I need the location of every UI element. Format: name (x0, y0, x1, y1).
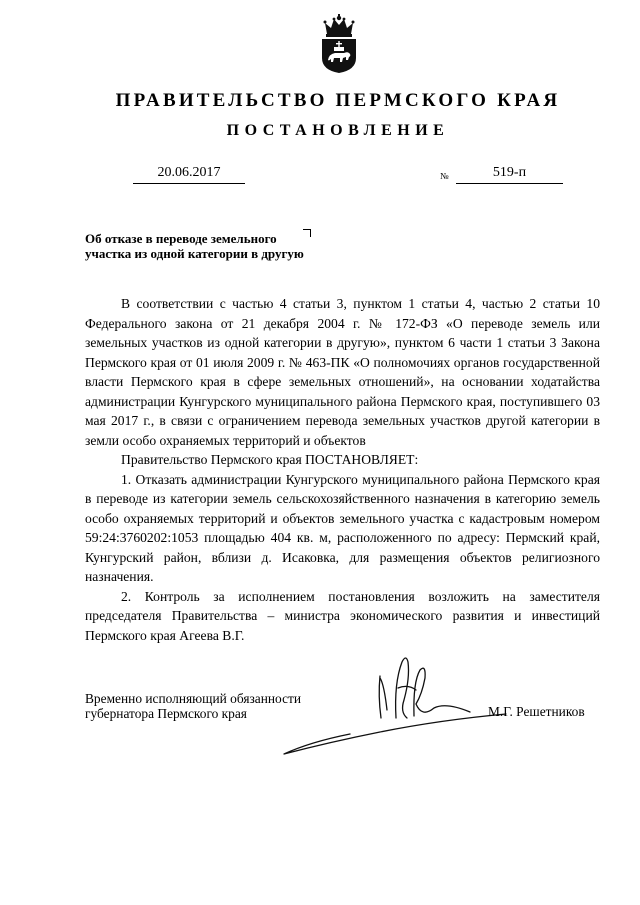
document-date: 20.06.2017 (133, 163, 245, 184)
coat-of-arms-icon (319, 14, 359, 74)
document-kind: ПОСТАНОВЛЕНИЕ (226, 122, 450, 139)
signature-icon (270, 648, 510, 760)
document-subject (85, 231, 385, 261)
signer-title (85, 692, 301, 721)
number-sign: № (440, 171, 449, 181)
organization-title: ПРАВИТЕЛЬСТВО ПЕРМСКОГО КРАЯ (115, 90, 561, 111)
body-paragraph-item-2: 2. Контроль за исполнением постановления возложить на заместителя председателя Правительства – министра экономического развития и инвестиций Пермского края Агеева В.Г. (85, 588, 600, 643)
signer-name: М.Г. Решетников (488, 704, 585, 719)
body-paragraph-item-1: 1. Отказать администрации Кунгурского муниципального района Пермского края в переводе из категории земель сельскохозяйственного назначения в категорию земель особо охраняемых территорий и объектов земельного участка с кадастровым номером 59:24:3760202:1053 площадью 404 кв. м, расположенного по адресу: Пермский край, Кунгурский район, вблизи д. Исаковка, для размещения объектов религиозного назначения. (85, 471, 600, 584)
subject-line: Об отказе в переводе земельного (85, 231, 277, 246)
document-number: 519-п (456, 163, 563, 184)
body-paragraph-preamble: В соответствии с частью 4 статьи 3, пунктом 1 статьи 4, частью 2 статьи 10 Федерального закона от 21 декабря 2004 г. № 172-ФЗ «О переводе земель или земельных участков из одной категории в другую», пунктом 6 части 1 статьи 3 Закона Пермского края от 01 июля 2009 г. № 463-ПК «О полномочиях органов государственной власти Пермского края в сфере земельных отношений», на основании ходатайства администрации Кунгурского муниципального района Пермского края, поступившего 03 мая 2017 г., в связи с ограничением перевода земельных участков другой категории в земли особо охраняемых территорий и объектов (85, 296, 600, 448)
subject-line: участка из одной категории в другую (85, 246, 304, 261)
body-paragraph-resolves: Правительство Пермского края ПОСТАНОВЛЯЕТ: (121, 452, 419, 467)
signer-title-line: губернатора Пермского края (85, 705, 247, 721)
subject-corner-mark (303, 229, 311, 237)
document-body (85, 294, 600, 645)
signer-title-line: Временно исполняющий обязанности (85, 691, 302, 706)
